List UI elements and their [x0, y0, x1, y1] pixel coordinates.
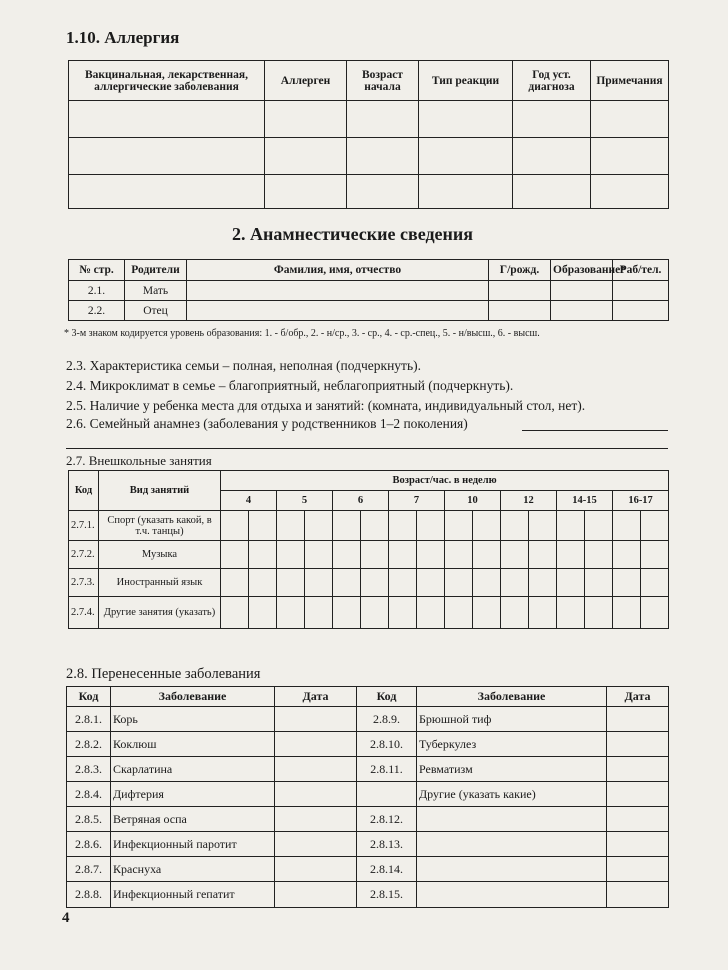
- activity-name: Иностранный язык: [99, 569, 221, 597]
- diseases-table: [66, 686, 669, 908]
- disease-row: [67, 782, 669, 807]
- allergy-header-reaction: Тип реакции: [419, 61, 513, 101]
- disease-code: 2.8.8.: [67, 882, 111, 908]
- disease-date-field[interactable]: [607, 757, 669, 782]
- family-anamnesis-field-2[interactable]: [66, 448, 668, 449]
- disease-row: [67, 707, 669, 732]
- education-footnote: * 3-м знаком кодируется уровень образования: 1. - б/обр., 2. - н/ср., 3. - ср., 4. - ср.-спец., 5. - н/высш., 6. - высш.: [64, 328, 540, 339]
- activity-code: 2.7.2.: [69, 541, 99, 569]
- study-place-line: 2.5. Наличие у ребенка места для отдыха и занятий: (комната, индивидуальный стол, нет).: [66, 398, 586, 413]
- disease-other-field[interactable]: [417, 882, 607, 908]
- activities-header-age: Возраст/час. в неделю: [221, 471, 669, 491]
- anamnesis-row-parent: Отец: [125, 301, 187, 321]
- anamnesis-title: 2. Анамнестические сведения: [232, 224, 474, 244]
- anamnesis-row-num: 2.1.: [69, 281, 125, 301]
- age-col: 4: [221, 491, 277, 511]
- disease-name: Инфекционный гепатит: [111, 882, 275, 908]
- disease-name: Другие (указать какие): [417, 782, 607, 807]
- activity-row: [69, 569, 669, 597]
- anamnesis-header-name: Фамилия, имя, отчество: [187, 260, 489, 281]
- disease-name: Брюшной тиф: [417, 707, 607, 732]
- activities-header-code: Код: [69, 471, 99, 511]
- anamnesis-education-field[interactable]: [551, 301, 613, 321]
- anamnesis-header-birth: Г/рожд.: [489, 260, 551, 281]
- disease-code: 2.8.13.: [357, 832, 417, 857]
- disease-code: 2.8.9.: [357, 707, 417, 732]
- disease-row: [67, 882, 669, 908]
- disease-code: 2.8.2.: [67, 732, 111, 757]
- disease-date-field[interactable]: [607, 732, 669, 757]
- diseases-header-date-2: Дата: [607, 687, 669, 707]
- disease-date-field[interactable]: [275, 857, 357, 882]
- diseases-header-disease-2: Заболевание: [417, 687, 607, 707]
- anamnesis-row-num: 2.2.: [69, 301, 125, 321]
- disease-date-field[interactable]: [275, 707, 357, 732]
- disease-other-field[interactable]: [417, 832, 607, 857]
- allergy-row[interactable]: [69, 101, 669, 138]
- disease-name: Туберкулез: [417, 732, 607, 757]
- age-col: 16-17: [613, 491, 669, 511]
- activity-name: Музыка: [99, 541, 221, 569]
- anamnesis-birth-field[interactable]: [489, 301, 551, 321]
- age-col: 7: [389, 491, 445, 511]
- disease-name: Корь: [111, 707, 275, 732]
- anamnesis-header-num: № стр.: [69, 260, 125, 281]
- diseases-header-disease: Заболевание: [111, 687, 275, 707]
- disease-date-field[interactable]: [275, 757, 357, 782]
- anamnesis-header-work: Раб/тел.: [613, 260, 669, 281]
- disease-name: Краснуха: [111, 857, 275, 882]
- anamnesis-name-field[interactable]: [187, 281, 489, 301]
- disease-code: 2.8.15.: [357, 882, 417, 908]
- diseases-title: 2.8. Перенесенные заболевания: [66, 666, 261, 682]
- anamnesis-header-parent: Родители: [125, 260, 187, 281]
- family-anamnesis-line: 2.6. Семейный анамнез (заболевания у родственников 1–2 поколения): [66, 416, 468, 431]
- disease-name: Ветряная оспа: [111, 807, 275, 832]
- disease-code: [357, 782, 417, 807]
- activity-row: [69, 541, 669, 569]
- disease-code: 2.8.1.: [67, 707, 111, 732]
- disease-row: [67, 832, 669, 857]
- allergy-header-age: Возраст начала: [347, 61, 419, 101]
- family-type-line: 2.3. Характеристика семьи – полная, неполная (подчеркнуть).: [66, 358, 421, 373]
- activities-title: 2.7. Внешкольные занятия: [66, 453, 212, 468]
- activity-name: Спорт (указать какой, в т.ч. танцы): [99, 511, 221, 541]
- diseases-header-code: Код: [67, 687, 111, 707]
- anamnesis-birth-field[interactable]: [489, 281, 551, 301]
- age-col: 5: [277, 491, 333, 511]
- age-col: 6: [333, 491, 389, 511]
- disease-name: Инфекционный паротит: [111, 832, 275, 857]
- disease-code: 2.8.6.: [67, 832, 111, 857]
- disease-code: 2.8.14.: [357, 857, 417, 882]
- age-col: 12: [501, 491, 557, 511]
- disease-other-field[interactable]: [417, 857, 607, 882]
- activity-row: [69, 597, 669, 629]
- anamnesis-work-field[interactable]: [613, 301, 669, 321]
- allergy-header-type: Вакцинальная, лекарственная, аллергические заболевания: [69, 61, 265, 101]
- anamnesis-row: [69, 301, 669, 321]
- activity-name: Другие занятия (указать): [99, 597, 221, 629]
- disease-name: Дифтерия: [111, 782, 275, 807]
- disease-date-field[interactable]: [607, 807, 669, 832]
- anamnesis-work-field[interactable]: [613, 281, 669, 301]
- disease-name: Ревматизм: [417, 757, 607, 782]
- disease-date-field[interactable]: [275, 832, 357, 857]
- diseases-header-date: Дата: [275, 687, 357, 707]
- disease-date-field[interactable]: [275, 807, 357, 832]
- anamnesis-header-education: Образование*: [551, 260, 613, 281]
- disease-code: 2.8.3.: [67, 757, 111, 782]
- allergy-title: 1.10. Аллергия: [66, 28, 180, 47]
- disease-code: 2.8.4.: [67, 782, 111, 807]
- disease-code: 2.8.7.: [67, 857, 111, 882]
- allergy-row[interactable]: [69, 138, 669, 175]
- disease-code: 2.8.11.: [357, 757, 417, 782]
- age-col: 14-15: [557, 491, 613, 511]
- disease-date-field[interactable]: [607, 832, 669, 857]
- diseases-header-code-2: Код: [357, 687, 417, 707]
- anamnesis-row: [69, 281, 669, 301]
- page-number: 4: [62, 910, 70, 926]
- allergy-header-allergen: Аллерген: [265, 61, 347, 101]
- disease-row: [67, 732, 669, 757]
- allergy-row[interactable]: [69, 175, 669, 209]
- anamnesis-education-field[interactable]: [551, 281, 613, 301]
- disease-code: 2.8.5.: [67, 807, 111, 832]
- activity-code: 2.7.4.: [69, 597, 99, 629]
- disease-name: Коклюш: [111, 732, 275, 757]
- activity-code: 2.7.3.: [69, 569, 99, 597]
- activities-table: [68, 470, 669, 629]
- disease-date-field[interactable]: [275, 732, 357, 757]
- disease-code: 2.8.10.: [357, 732, 417, 757]
- microclimate-line: 2.4. Микроклимат в семье – благоприятный, неблагоприятный (подчеркнуть).: [66, 378, 514, 393]
- disease-code: 2.8.12.: [357, 807, 417, 832]
- allergy-table: [68, 60, 669, 209]
- disease-name: Скарлатина: [111, 757, 275, 782]
- activities-header-kind: Вид занятий: [99, 471, 221, 511]
- disease-date-field[interactable]: [607, 707, 669, 732]
- allergy-header-year: Год уст. диагноза: [513, 61, 591, 101]
- family-anamnesis-field[interactable]: [522, 430, 668, 431]
- disease-date-field[interactable]: [607, 882, 669, 908]
- anamnesis-table: [68, 259, 669, 321]
- anamnesis-row-parent: Мать: [125, 281, 187, 301]
- allergy-header-notes: Примечания: [591, 61, 669, 101]
- activity-row: [69, 511, 669, 541]
- disease-row: [67, 857, 669, 882]
- disease-other-field[interactable]: [417, 807, 607, 832]
- disease-row: [67, 757, 669, 782]
- age-col: 10: [445, 491, 501, 511]
- activity-code: 2.7.1.: [69, 511, 99, 541]
- disease-date-field[interactable]: [607, 857, 669, 882]
- disease-date-field[interactable]: [607, 782, 669, 807]
- disease-date-field[interactable]: [275, 882, 357, 908]
- anamnesis-name-field[interactable]: [187, 301, 489, 321]
- disease-row: [67, 807, 669, 832]
- disease-date-field[interactable]: [275, 782, 357, 807]
